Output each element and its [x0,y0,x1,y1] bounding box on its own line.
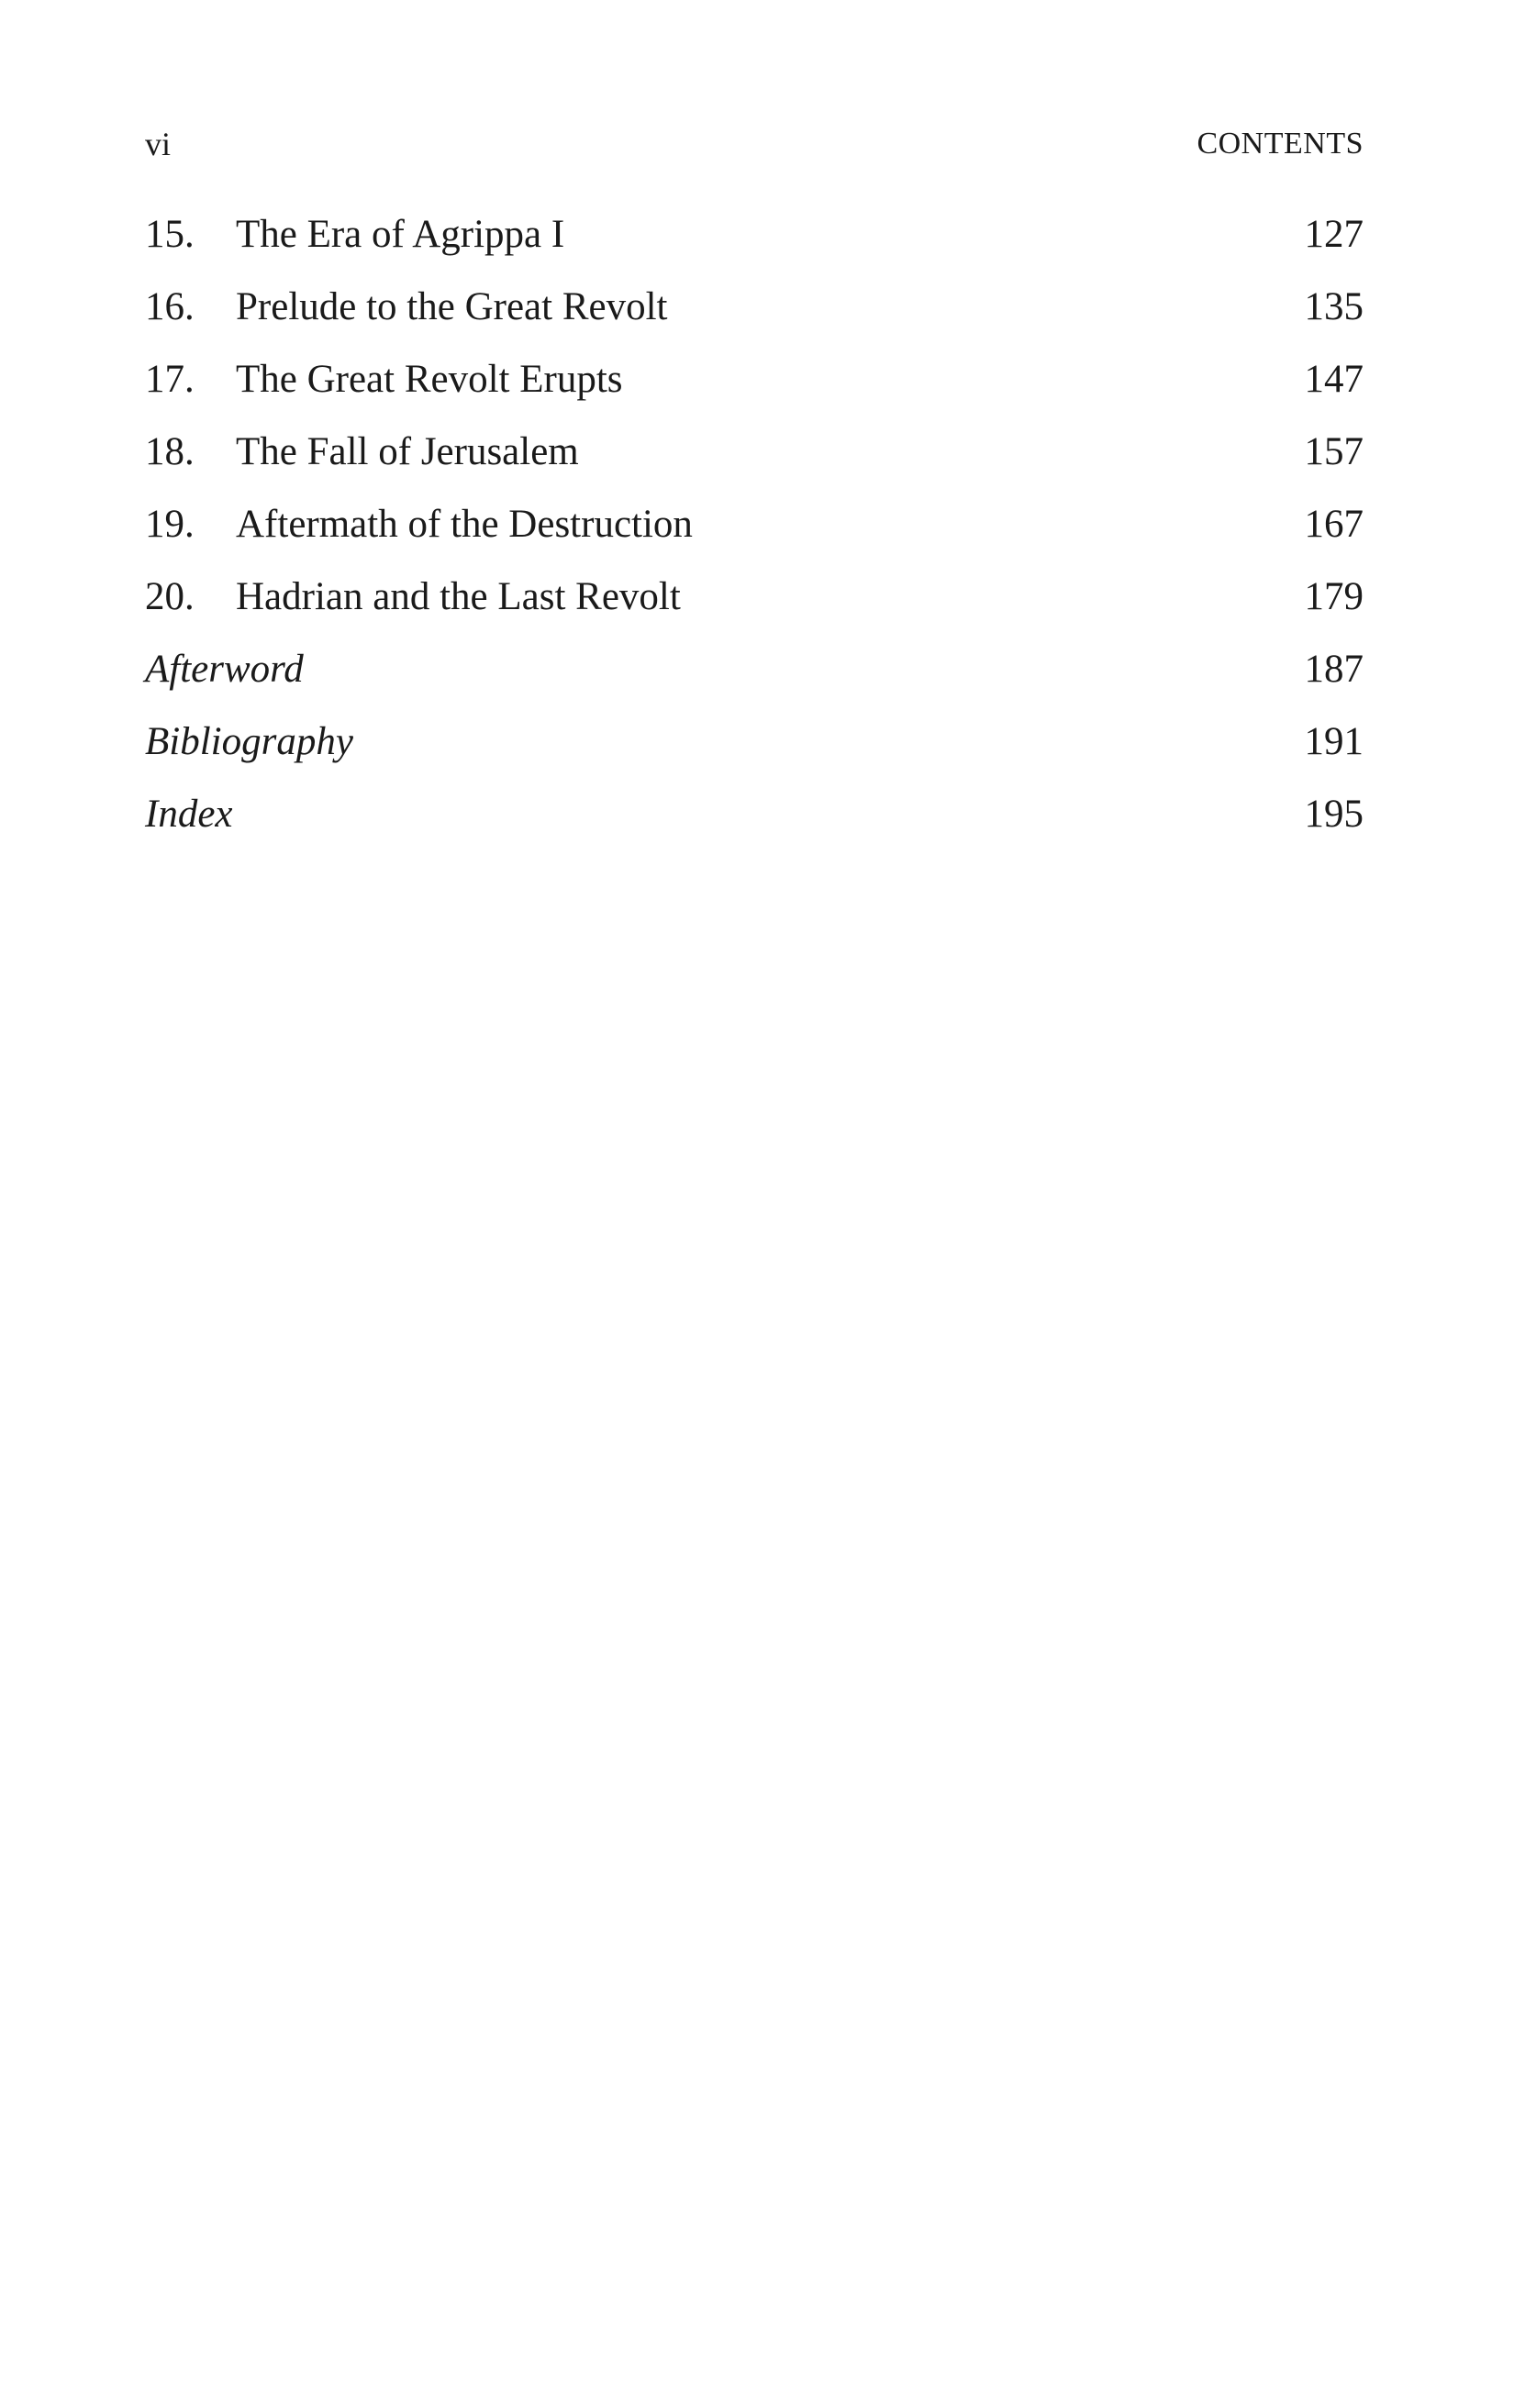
chapter-title: The Fall of Jerusalem [236,430,579,473]
toc-entry [145,207,1364,280]
running-head [145,124,1364,164]
chapter-number: 18. [145,430,195,473]
page-number: vi [145,126,172,162]
back-matter-page: 187 [1304,648,1364,691]
back-matter-title: Afterword [145,648,304,691]
chapter-number: 15. [145,213,195,256]
table-of-contents [145,207,1364,860]
chapter-page: 127 [1304,213,1364,256]
toc-entry [145,280,1364,352]
chapter-page: 147 [1304,358,1364,401]
chapter-number: 17. [145,358,195,401]
running-head-title: CONTENTS [1197,127,1364,161]
chapter-title: Prelude to the Great Revolt [236,285,668,328]
back-matter-page: 191 [1304,720,1364,763]
toc-entry [145,352,1364,425]
chapter-page: 135 [1304,285,1364,328]
chapter-title: The Era of Agrippa I [236,213,565,256]
chapter-page: 157 [1304,430,1364,473]
chapter-page: 167 [1304,503,1364,546]
chapter-number: 20. [145,575,195,618]
toc-entry [145,497,1364,570]
toc-entry-bibliography [145,715,1364,787]
chapter-title: Aftermath of the Destruction [236,503,693,546]
toc-entry-afterword [145,642,1364,715]
back-matter-title: Bibliography [145,720,353,763]
chapter-page: 179 [1304,575,1364,618]
back-matter-page: 195 [1304,793,1364,836]
toc-entry-index [145,787,1364,860]
toc-entry [145,425,1364,497]
chapter-title: The Great Revolt Erupts [236,358,623,401]
toc-entry [145,570,1364,642]
chapter-number: 19. [145,503,195,546]
back-matter-title: Index [145,793,233,836]
chapter-title: Hadrian and the Last Revolt [236,575,681,618]
chapter-number: 16. [145,285,195,328]
